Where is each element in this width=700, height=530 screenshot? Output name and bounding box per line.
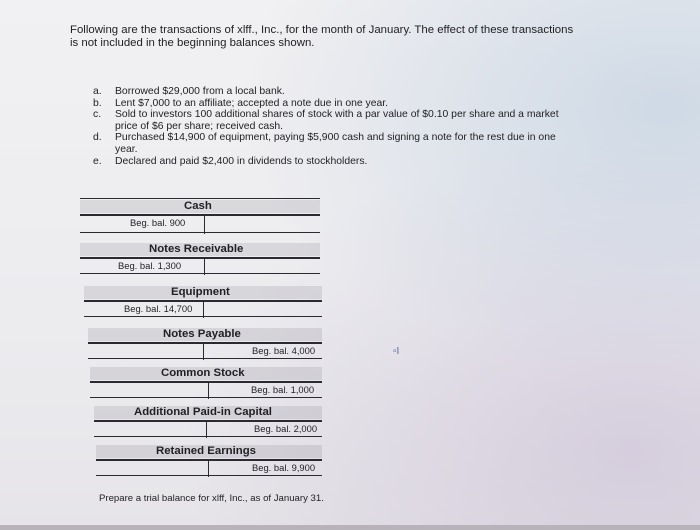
transaction-text: Declared and paid $2,400 in dividends to stockholders. xyxy=(115,155,368,167)
beginning-balance: Beg. bal. 900 xyxy=(130,217,186,228)
top-rule xyxy=(80,198,320,199)
account-title: Notes Receivable xyxy=(149,243,244,255)
account-title: Cash xyxy=(184,200,212,212)
t-account-common-stock xyxy=(90,366,322,400)
transaction-item xyxy=(93,156,573,168)
instruction-text: Prepare a trial balance for xlff, Inc., as of January 31. xyxy=(99,493,324,504)
transaction-item xyxy=(93,132,573,155)
bottom-rule xyxy=(80,273,320,274)
account-title: Common Stock xyxy=(161,367,245,379)
bottom-rule xyxy=(96,475,322,476)
transaction-text: Sold to investors 100 additional shares of stock with a par value of $0.10 per share and a market price of $6 per share; received cash. xyxy=(115,109,559,132)
page-bottom-edge xyxy=(0,525,700,530)
transaction-text: Lent $7,000 to an affiliate; accepted a note due in one year. xyxy=(115,97,389,109)
intro-line-1: Following are the transactions of xlff., Inc., for the month of January. The effect of these transactions xyxy=(70,24,574,36)
transaction-item xyxy=(93,98,573,110)
t-account-divider xyxy=(204,214,205,234)
account-title: Retained Earnings xyxy=(156,445,257,457)
t-account-rule xyxy=(90,381,322,383)
bottom-rule xyxy=(88,358,322,359)
transaction-key: e. xyxy=(93,155,102,167)
text-cursor-icon: ▫I xyxy=(393,346,400,357)
t-account-rule xyxy=(80,214,320,216)
account-title: Additional Paid-in Capital xyxy=(134,406,272,418)
t-account-rule xyxy=(88,342,322,344)
t-account-notes-receivable xyxy=(80,242,320,276)
transaction-item xyxy=(93,109,573,132)
bottom-rule xyxy=(94,436,322,437)
problem-intro xyxy=(70,24,610,50)
t-account-additional-paid-in-capital xyxy=(94,405,322,439)
t-account-rule xyxy=(94,420,322,422)
transaction-key: a. xyxy=(93,86,102,97)
transaction-text: Borrowed $29,000 from a local bank. xyxy=(115,86,285,97)
transaction-list xyxy=(93,86,573,167)
intro-line-2: is not included in the beginning balances shown. xyxy=(70,37,315,49)
transaction-key: b. xyxy=(93,97,102,109)
transaction-item xyxy=(93,86,573,98)
beginning-balance: Beg. bal. 2,000 xyxy=(254,423,318,434)
account-title: Notes Payable xyxy=(163,328,241,340)
t-account-rule xyxy=(80,257,320,259)
beginning-balance: Beg. bal. 14,700 xyxy=(124,303,193,314)
transaction-text: Purchased $14,900 of equipment, paying $5,900 cash and signing a note for the rest due in one year. xyxy=(115,132,556,155)
t-account-retained-earnings xyxy=(96,444,322,478)
t-account-cash xyxy=(80,198,320,234)
account-title: Equipment xyxy=(171,286,230,298)
transaction-key: c. xyxy=(93,109,102,121)
beginning-balance: Beg. bal. 1,300 xyxy=(118,260,182,271)
beginning-balance: Beg. bal. 9,900 xyxy=(252,462,316,473)
beginning-balance: Beg. bal. 1,000 xyxy=(251,384,315,395)
bottom-rule xyxy=(80,232,320,233)
beginning-balance: Beg. bal. 4,000 xyxy=(252,345,316,356)
t-account-equipment xyxy=(84,285,322,319)
transaction-key: d. xyxy=(93,132,102,144)
bottom-rule xyxy=(84,316,322,317)
bottom-rule xyxy=(90,397,322,398)
t-account-notes-payable xyxy=(88,327,322,361)
